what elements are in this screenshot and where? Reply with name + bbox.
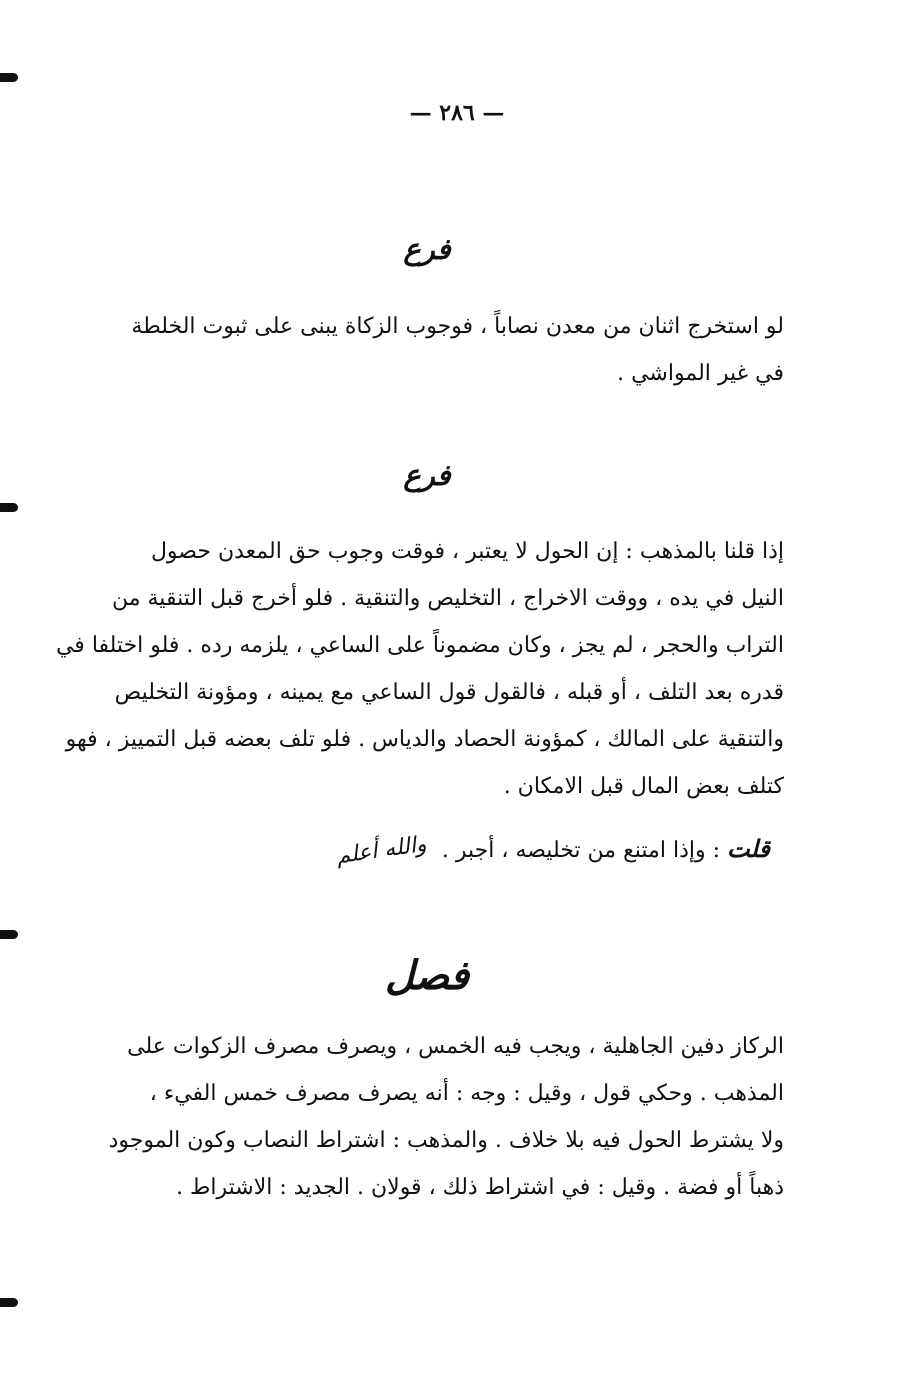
editor-note-line <box>280 825 770 874</box>
page-number: — ٢٨٦ — <box>409 100 505 126</box>
paragraph-line: ولا يشترط الحول فيه بلا خلاف . والمذهب : اشتراط النصاب وكون الموجود <box>108 1128 784 1153</box>
editor-note <box>280 825 770 874</box>
paragraph-3 <box>68 1023 784 1211</box>
note-text: : وإذا امتنع من تخليصه ، أجبر . <box>441 838 721 863</box>
paragraph-line: المذهب . وحكي قول ، وقيل : وجه : أنه يصرف مصرف خمس الفيء ، <box>149 1081 784 1106</box>
left-edge-mark <box>0 503 18 512</box>
note-label-qultu: قلت <box>727 834 770 863</box>
section-heading-far-1: فرع <box>403 232 451 266</box>
paragraph-1 <box>68 303 784 397</box>
paragraph-line: ذهباً أو فضة . وقيل : في اشتراط ذلك ، قولان . الجديد : الاشتراط . <box>176 1175 784 1200</box>
paragraph-line: في غير المواشي . <box>617 361 784 386</box>
paragraph-line: التراب والحجر ، لم يجز ، وكان مضموناً على الساعي ، يلزمه رده . فلو اختلفا في <box>55 633 784 658</box>
paragraph-line: النيل في يده ، ووقت الاخراج ، التخليص والتنقية . فلو أخرج قبل التنقية من <box>111 586 784 611</box>
paragraph-line: قدره بعد التلف ، أو قبله ، فالقول قول الساعي مع يمينه ، ومؤونة التخليص <box>114 680 784 705</box>
paragraph-line: والتنقية على المالك ، كمؤونة الحصاد والدياس . فلو تلف بعضه قبل التمييز ، فهو <box>65 727 784 752</box>
paragraph-line: إذا قلنا بالمذهب : إن الحول لا يعتبر ، فوقت وجوب حق المعدن حصول <box>150 539 784 564</box>
section-heading-far-2: فرع <box>403 458 451 492</box>
paragraph-line: كتلف بعض المال قبل الامكان . <box>503 774 784 799</box>
section-heading-fasl: فصل <box>384 952 470 999</box>
left-edge-mark <box>0 73 18 82</box>
left-edge-mark <box>0 1298 18 1307</box>
paragraph-line: الركاز دفين الجاهلية ، ويجب فيه الخمس ، ويصرف مصرف الزكوات على <box>127 1034 784 1059</box>
paragraph-2 <box>55 528 784 810</box>
left-edge-mark <box>0 930 18 939</box>
paragraph-line: لو استخرج اثنان من معدن نصاباً ، فوجوب الزكاة يبنى على ثبوت الخلطة <box>131 314 784 339</box>
note-closing-phrase: والله أعلم <box>334 831 429 870</box>
